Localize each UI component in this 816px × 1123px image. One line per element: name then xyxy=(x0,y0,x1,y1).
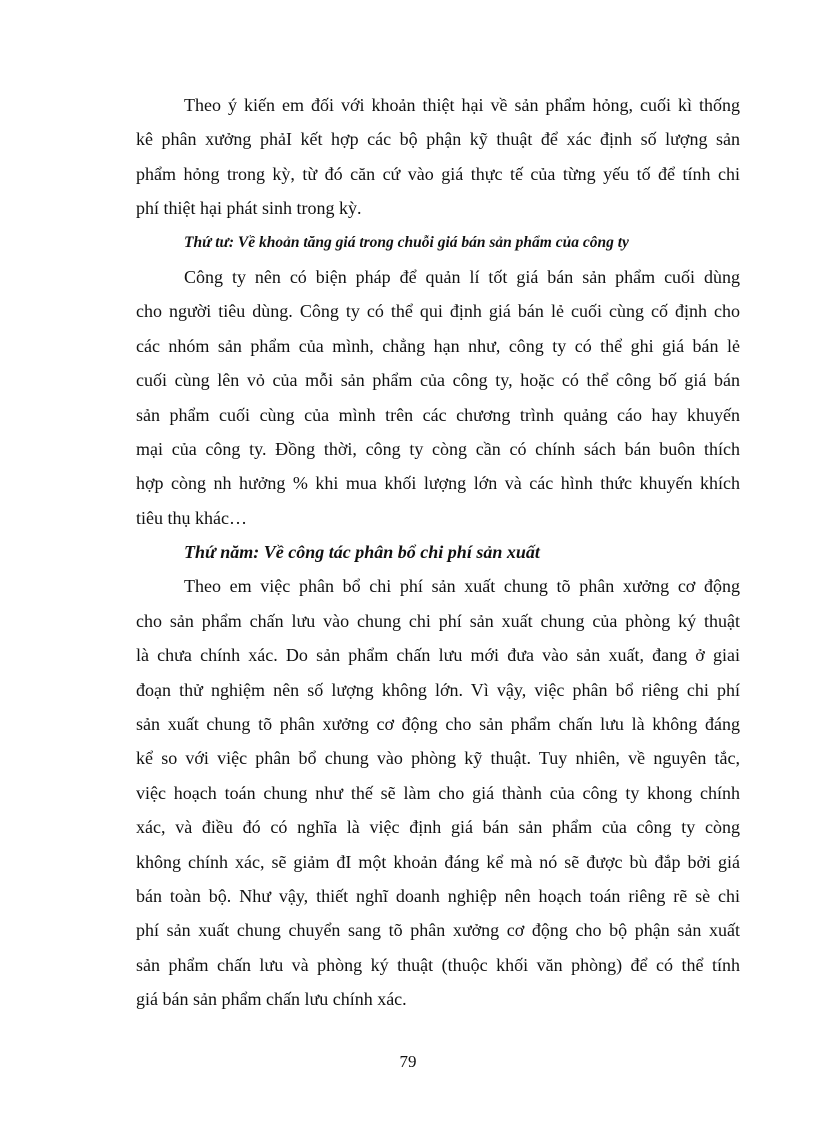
paragraph-line: phí sản xuất chung chuyển sang tõ phân xưởng cơ động cho bộ phận sản xuất xyxy=(136,920,740,941)
paragraph-line: cuối cùng lên vỏ của mỗi sản phẩm của công ty, hoặc có thể công bố giá bán xyxy=(136,370,740,391)
paragraph-line: tiêu thụ khác… xyxy=(136,507,247,528)
paragraph-line: sản xuất chung tõ phân xưởng cơ động cho sản phẩm chấn lưu là không đáng xyxy=(136,714,740,735)
paragraph-line: Công ty nên có biện pháp để quản lí tốt giá bán sản phẩm cuối dùng xyxy=(184,266,740,287)
paragraph-line: các nhóm sản phẩm của mình, chẳng hạn như, công ty có thể ghi giá bán lẻ xyxy=(136,335,740,356)
section-heading-fourth: Thứ tư: Về khoản tăng giá trong chuỗi giá bán sản phẩm của công ty xyxy=(184,233,629,251)
paragraph-line: xác, và điều đó có nghĩa là việc định giá bán sản phẩm của công ty còng xyxy=(136,817,740,838)
paragraph-cost-allocation xyxy=(136,569,740,1016)
paragraph-line: mại của công ty. Đồng thời, công ty còng cần có chính sách bán buôn thích xyxy=(136,438,740,459)
paragraph-product-damage xyxy=(136,88,740,226)
paragraph-line: việc hoạch toán chung như thế sẽ làm cho giá thành của công ty khong chính xyxy=(136,782,740,803)
paragraph-price-control xyxy=(136,260,740,535)
paragraph-line: không chính xác, sẽ giảm đI một khoản đáng kể mà nó sẽ được bù đắp bởi giá xyxy=(136,851,740,872)
paragraph-line: đoạn thử nghiệm nên số lượng không lớn. Vì vậy, việc phân bổ riêng chi phí xyxy=(136,679,740,700)
paragraph-line: kê phân xưởng phảI kết hợp các bộ phận kỹ thuật để xác định số lượng sản xyxy=(136,129,740,150)
paragraph-line: sản phẩm chấn lưu và phòng ký thuật (thuộc khối văn phòng) để có thể tính xyxy=(136,954,740,975)
paragraph-line: cho sản phẩm chấn lưu vào chung chi phí sản xuất chung của phòng ký thuật xyxy=(136,610,740,631)
paragraph-line: cho người tiêu dùng. Công ty có thể qui định giá bán lẻ cuối cùng cố định cho xyxy=(136,301,740,322)
paragraph-line: Theo ý kiến em đối với khoản thiệt hại về sản phẩm hỏng, cuối kì thống xyxy=(184,95,740,115)
document-body xyxy=(136,88,740,1017)
paragraph-line: giá bán sản phẩm chấn lưu chính xác. xyxy=(136,989,407,1010)
paragraph-line: phẩm hỏng trong kỳ, từ đó căn cứ vào giá thực tế của từng yếu tố để tính chi xyxy=(136,163,740,184)
paragraph-line: là chưa chính xác. Do sản phẩm chấn lưu mới đưa vào sản xuất, đang ở giai xyxy=(136,645,740,666)
page-number: 79 xyxy=(399,1052,417,1071)
paragraph-line: hợp còng nh hưởng % khi mua khối lượng lớn và các hình thức khuyến khích xyxy=(136,473,740,494)
section-heading-fifth: Thứ năm: Về công tác phân bổ chi phí sản xuất xyxy=(184,542,540,563)
paragraph-line: Theo em việc phân bổ chi phí sản xuất chung tõ phân xưởng cơ động xyxy=(184,576,740,597)
paragraph-line: sản phẩm cuối cùng của mình trên các chương trình quảng cáo hay khuyến xyxy=(136,404,740,425)
paragraph-line: bán toàn bộ. Như vậy, thiết nghĩ doanh nghiệp nên hoạch toán riêng rẽ sè chi xyxy=(136,885,740,906)
paragraph-line: kể so với việc phân bổ chung vào phòng kỹ thuật. Tuy nhiên, về nguyên tắc, xyxy=(136,748,740,769)
paragraph-line: phí thiệt hại phát sinh trong kỳ. xyxy=(136,198,362,219)
